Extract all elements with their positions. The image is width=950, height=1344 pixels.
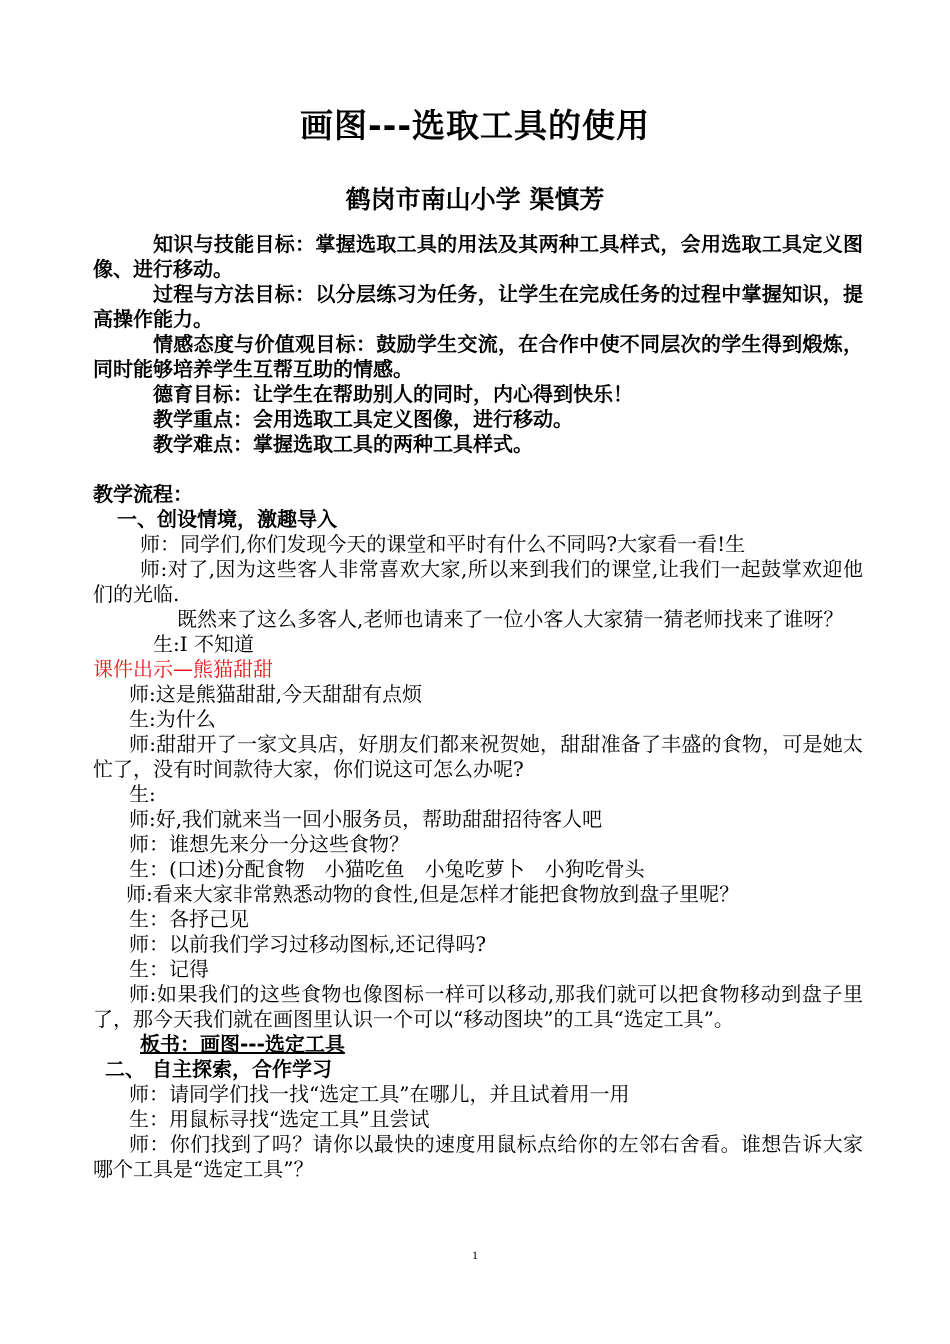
objective-process: 过程与方法目标：以分层练习为任务，让学生在完成任务的过程中掌握知识，提高操作能力。	[93, 282, 863, 331]
objective-emotion: 情感态度与价值观目标：鼓励学生交流，在合作中使不同层次的学生得到煅炼，同时能够培养学生互帮互助的情感。	[93, 332, 863, 381]
dialogue-line: 生:为什么	[129, 707, 216, 731]
dialogue-line: 既然来了这么多客人,老师也请来了一位小客人大家猜一猜老师找来了谁呀？	[177, 607, 844, 631]
section-heading: 一、创设情境，激趣导入	[117, 507, 337, 531]
dialogue-line: 师:好,我们就来当一回小服务员，帮助甜甜招待客人吧	[129, 807, 603, 831]
dialogue-line: 师:这是熊猫甜甜,今天甜甜有点烦	[129, 682, 423, 706]
process-heading: 教学流程：	[93, 482, 193, 506]
dialogue-line: 生:I 不知道	[153, 632, 254, 656]
dialogue-line: 师：你们找到了吗？请你以最快的速度用鼠标点给你的左邻右舍看。谁想告诉大家哪个工具是“选定工具”？	[93, 1132, 863, 1181]
dialogue-line: 生：用鼠标寻找“选定工具”且尝试	[129, 1107, 430, 1131]
objective-moral: 德育目标：让学生在帮助别人的同时，内心得到快乐！	[153, 382, 633, 406]
dialogue-line: 生：(口述)分配食物 小猫吃鱼 小兔吃萝卜 小狗吃骨头	[129, 857, 645, 881]
dialogue-line: 师:看来大家非常熟悉动物的食性,但是怎样才能把食物放到盘子里呢？	[126, 882, 740, 906]
dialogue-line: 师：同学们,你们发现今天的课堂和平时有什么不同吗?大家看一看!生	[140, 532, 746, 556]
teaching-difficulty: 教学难点：掌握选取工具的两种工具样式。	[153, 432, 533, 456]
section-heading: 二、 自主探索，合作学习	[105, 1057, 332, 1081]
author-line: 鹤岗市南山小学 渠慎芳	[345, 185, 605, 214]
teaching-key-point: 教学重点：会用选取工具定义图像，进行移动。	[153, 407, 573, 431]
courseware-note: 课件出示—熊猫甜甜	[93, 657, 273, 681]
dialogue-line: 生：记得	[129, 957, 209, 981]
dialogue-line: 师：谁想先来分一分这些食物？	[129, 832, 409, 856]
objective-knowledge: 知识与技能目标：掌握选取工具的用法及其两种工具样式，会用选取工具定义图像、进行移动。	[93, 232, 863, 281]
page-number: 1	[472, 1248, 478, 1262]
dialogue-line: 师：以前我们学习过移动图标,还记得吗?	[129, 932, 487, 956]
dialogue-line: 师：请同学们找一找“选定工具”在哪儿，并且试着用一用	[129, 1082, 630, 1106]
teaching-process	[93, 482, 863, 1182]
dialogue-line: 师:对了,因为这些客人非常喜欢大家,所以来到我们的课堂,让我们一起鼓掌欢迎他们的光临.	[93, 557, 863, 606]
dialogue-line: 生:	[129, 782, 156, 806]
dialogue-line: 师:甜甜开了一家文具店，好朋友们都来祝贺她，甜甜准备了丰盛的食物，可是她太忙了，没有时间款待大家，你们说这可怎么办呢?	[93, 732, 863, 781]
document-title: 画图---选取工具的使用	[299, 106, 651, 145]
dialogue-line: 师:如果我们的这些食物也像图标一样可以移动,那我们就可以把食物移动到盘子里了，那今天我们就在画图里认识一个可以“移动图块”的工具“选定工具”。	[93, 982, 863, 1031]
objectives-block	[93, 232, 863, 457]
dialogue-line: 生：各抒己见	[129, 907, 249, 931]
board-writing: 板书：画图---选定工具	[140, 1032, 345, 1056]
